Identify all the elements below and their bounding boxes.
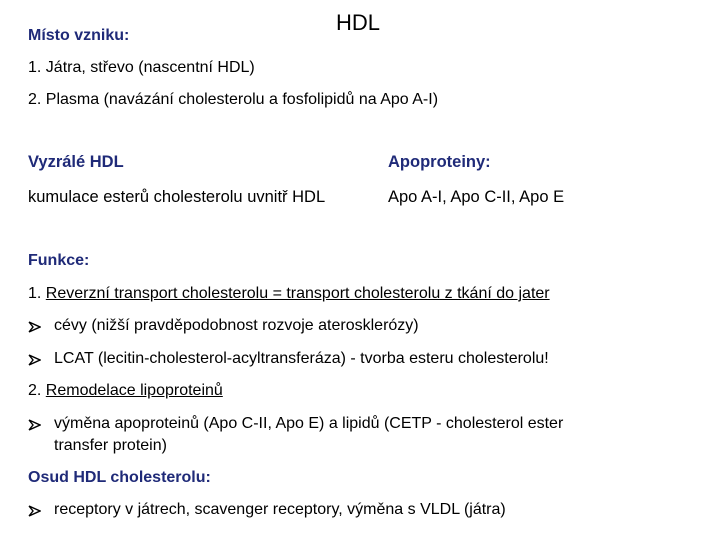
function-item-1-number: 1.: [28, 285, 46, 302]
fate-bullet: receptory v játrech, scavenger receptory, výměna s VLDL (játra): [54, 501, 506, 518]
mature-hdl-heading: Vyzrálé HDL: [28, 153, 124, 171]
arrow-bullet-icon: [28, 354, 41, 366]
function-item-1: [28, 285, 550, 303]
function-2-bullet-line-2: transfer protein): [54, 437, 167, 454]
function-1-bullet-2: LCAT (lecitin-cholesterol-acyltransferáza) - tvorba esteru cholesterolu!: [54, 350, 549, 367]
function-item-2: [28, 382, 223, 400]
function-item-2-number: 2.: [28, 382, 46, 399]
fate-heading: Osud HDL cholesterolu:: [28, 469, 211, 486]
arrow-bullet-icon: [28, 321, 41, 333]
function-item-1-text: Reverzní transport cholesterolu = transport cholesterolu z tkání do jater: [45, 285, 550, 302]
apoproteins-text: Apo A-I, Apo C-II, Apo E: [388, 188, 565, 206]
function-heading: Funkce:: [28, 252, 90, 269]
function-item-2-text: Remodelace lipoproteinů: [45, 382, 223, 399]
origin-item-1: 1. Játra, střevo (nascentní HDL): [28, 59, 255, 76]
arrow-bullet-icon: [28, 419, 41, 431]
page-title: HDL: [336, 10, 381, 35]
function-2-bullet-line-1: výměna apoproteinů (Apo C-II, Apo E) a lipidů (CETP - cholesterol ester: [54, 415, 564, 432]
origin-heading: Místo vzniku:: [28, 27, 130, 44]
mature-hdl-text: kumulace esterů cholesterolu uvnitř HDL: [28, 188, 326, 206]
arrow-bullet-icon: [28, 505, 41, 517]
function-1-bullet-1: cévy (nižší pravděpodobnost rozvoje aterosklerózy): [54, 317, 419, 334]
apoproteins-heading: Apoproteiny:: [388, 153, 491, 171]
origin-item-2: 2. Plasma (navázání cholesterolu a fosfolipidů na Apo A-I): [28, 91, 439, 108]
